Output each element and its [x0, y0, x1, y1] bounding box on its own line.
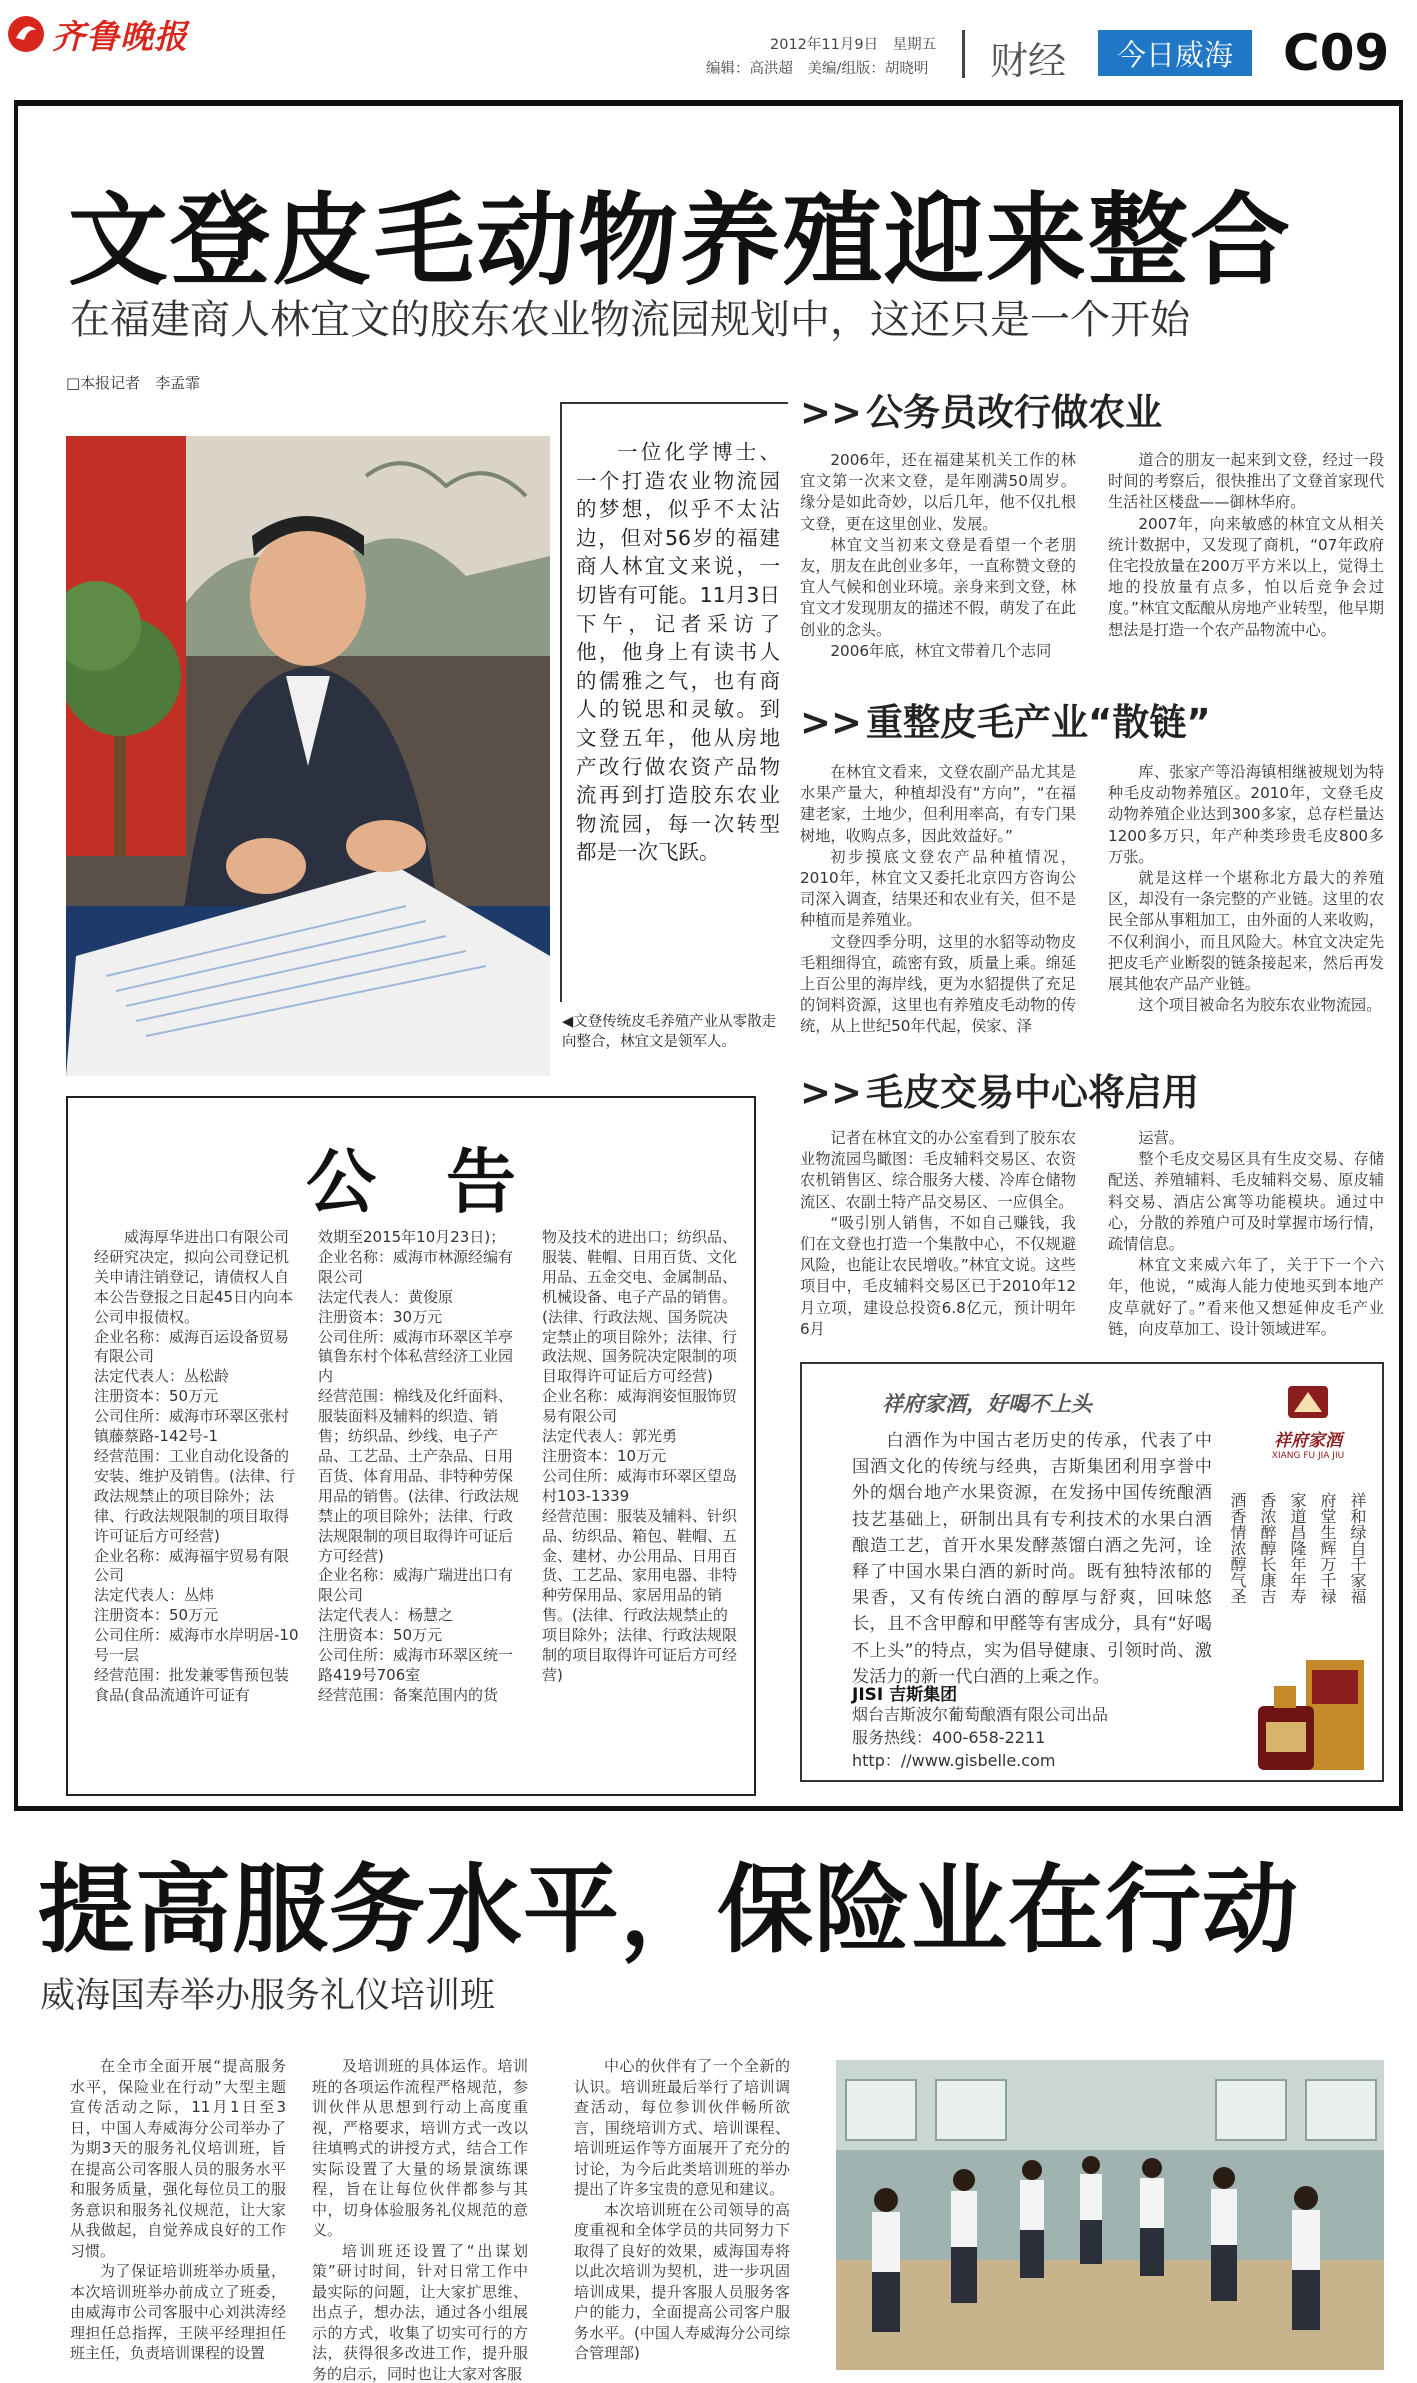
- paragraph: 2006年，还在福建某机关工作的林宜文第一次来文登，是年刚满50周岁。缘分是如此奇妙，以后几年，他不仅扎根文登，更在这里创业、发展。: [800, 451, 1076, 533]
- photo-caption: ◀文登传统皮毛养殖产业从零散走向整合，林宜文是领军人。: [562, 1014, 777, 1050]
- story2-col2: [312, 2056, 528, 2383]
- announcement-box: [66, 1096, 756, 1796]
- portrait-illustration: [66, 436, 550, 1076]
- paragraph: 记者在林宜文的办公室看到了胶东农业物流园鸟瞰图：毛皮辅料交易区、农资农机销售区、综合服务大楼、冷库仓储物流区、农副土特产品交易区、一应俱全。: [800, 1129, 1076, 1211]
- paragraph: 整个毛皮交易区具有生皮交易、存储配送、养殖辅料、毛皮辅料交易、原皮辅料交易、酒店公寓等功能模块。通过中心，分散的养殖户可及时掌握市场行情，疏情信息。: [1108, 1150, 1384, 1254]
- story1-lead: 一位化学博士、一个打造农业物流园的梦想，似乎不太沾边，但对56岁的福建商人林宜文来说，一切皆有可能。11月3日下午，记者采访了他，他身上有读书人的儒雅之气，也有商人的锐思和灵敏。到文登五年，他从房地产改行做农资产品物流再到打造胶东农业物流园，每一次转型都是一次飞跃。: [576, 440, 780, 865]
- paragraph: 就是这样一个堪称北方最大的养殖区，却没有一条完整的产业链。这里的农民全部从事粗加工，由外面的人来收购，不仅利润小，而且风险大。林宜文决定先把皮毛产业断裂的链条接起来，然后再发展其他农产品产业链。: [1108, 869, 1384, 994]
- masthead-divider: [962, 30, 965, 78]
- paragraph: 培训班还设置了“出谋划策”研讨时间，针对日常工作中最实际的问题，让大家扩思维、出点子，想办法，通过各小组展示的方式，收集了切实可行的方法，获得很多改进工作，提升服务的启示，同时也让大家对客服: [312, 2241, 528, 2383]
- brand-name: 祥府家酒: [1274, 1431, 1342, 1451]
- brand-seal-icon: [1286, 1382, 1330, 1422]
- training-illustration: [836, 2060, 1384, 2370]
- editors-line: 编辑：高洪超 美编/组版：胡晓明: [706, 61, 929, 77]
- story1-subheadline: 在福建商人林宜文的胶东农业物流园规划中，这还只是一个开始: [70, 297, 1190, 343]
- liquor-bottle: [1240, 1656, 1376, 1774]
- liquor-box-icon: [1240, 1656, 1376, 1774]
- newspaper-logo[interactable]: [6, 12, 226, 56]
- logo-text: 齐鲁晚报: [52, 16, 188, 56]
- paragraph: 及培训班的具体运作。培训班的各项运作流程严格规范，参训伙伴从思想到行动上高度重视，严格要求，培训方式一改以往填鸭式的讲授方式，结合工作实际设置了大量的场景演练课程，旨在让每位伙伴都参与其中，切身体验服务礼仪规范的意义。: [312, 2057, 528, 2239]
- lead-box: [560, 402, 788, 1002]
- top-rule: [14, 100, 1403, 106]
- paragraph: 本次培训班在公司领导的高度重视和全体学员的共同努力下取得了良好的效果，威海国寿将以此次培训为契机，进一步巩固培训成果，提升客服人员服务客户的能力，全面提高公司客户服务水平。(中国人寿威海分公司综合管理部): [574, 2200, 790, 2362]
- story1-byline: □本报记者 李孟霏: [66, 374, 201, 392]
- frame-right: [1399, 100, 1403, 1810]
- story2-headline: 提高服务水平，保险业在行动: [38, 1854, 1299, 1966]
- ad-website[interactable]: http：//www.gisbelle.com: [852, 1751, 1056, 1770]
- section2-col2: [1108, 762, 1384, 1016]
- paragraph: 初步摸底文登农产品种植情况，2010年，林宜文又委托北京四方咨询公司深入调查，结果还和农业有关，但不是种植而是养殖业。: [800, 847, 1076, 930]
- paragraph: 这个项目被命名为胶东农业物流园。: [1138, 996, 1382, 1015]
- company-logo-text: JISI 吉斯集团: [852, 1685, 958, 1705]
- date-line: 2012年11月9日 星期五: [770, 37, 937, 53]
- paragraph: 运营。: [1138, 1129, 1184, 1147]
- paragraph: 2007年，向来敏感的林宜文从相关统计数据中，又发现了商机，“07年政府住宅投放量在200万平方米以上，觉得土地的投放量有点多，怕以后竞争会过度。”林宜文酝酿从房地产业转型，他早期想法是打造一个农产品物流中心。: [1108, 514, 1384, 639]
- paragraph: 林宜文当初来文登是看望一个老朋友，朋友在此创业多年，一直称赞文登的宜人气候和创业环境。亲身来到文登，林宜文才发现朋友的描述不假，萌发了在此创业的念头。: [800, 535, 1076, 639]
- poem-column: 酒香情浓醇气圣: [1228, 1492, 1247, 1604]
- poem-column: 香浓醉醇长康吉: [1258, 1492, 1277, 1604]
- ad-brand-logo: [1248, 1382, 1368, 1482]
- edition-badge: [1098, 30, 1252, 76]
- paragraph: 中心的伙伴有了一个全新的认识。培训班最后举行了培训调查活动，每位参训伙伴畅所欲言，围绕培训方式、培训课程、培训班运作等方面展开了充分的讨论，为今后此类培训班的举办提出了许多宝贵的意见和建议。: [574, 2057, 790, 2198]
- section1-col1: [800, 450, 1076, 662]
- paragraph: 林宜文来威六年了，关于下一个六年，他说，“威海人能力使地买到本地产皮草就好了。”看来他又想延伸皮毛产业链，向皮草加工、设计领域进军。: [1108, 1256, 1384, 1338]
- paragraph: 文登四季分明，这里的水貂等动物皮毛粗细得宜，疏密有致，质量上乘。绵延上百公里的海岸线，更为水貂提供了充足的饲料资源，这里也有养殖皮毛动物的传统，从上世纪50年代起，侯家、泽: [800, 932, 1076, 1036]
- paragraph: 道合的朋友一起来到文登，经过一段时间的考察后，很快推出了文登首家现代生活社区楼盘——御林华府。: [1108, 451, 1384, 512]
- paragraph: 为了保证培训班举办质量，本次培训班举办前成立了班委，由威海市公司客服中心刘洪涛经理担任总指挥，王陕平经理担任班主任，负责培训课程的设置: [70, 2262, 286, 2362]
- section3-title: >> 毛皮交易中心将启用: [800, 1062, 1199, 1116]
- story2-subheadline: 威海国寿举办服务礼仪培训班: [40, 1976, 496, 2016]
- ad-body: 白酒作为中国古老历史的传承，代表了中国酒文化的传统与经典，吉斯集团利用享誉中外的烟台地产水果资源，在发扬中国传统酿酒技艺基础上，研制出具有专利技术的水果白酒酿造工艺，首开水果发酵蒸馏白酒之先河，诠释了中国水果白酒的新时尚。既有独特浓郁的果香，又有传统白酒的醇厚与舒爽，回味悠长，且不含甲醇和甲醛等有害成分，具有“好喝不上头”的特点，实为倡导健康、引领时尚、激发活力的新一代白酒的上乘之作。: [852, 1431, 1212, 1687]
- section1-col2: [1108, 450, 1384, 641]
- section2-title: >> 重整皮毛产业“散链”: [800, 692, 1211, 746]
- page-number: C09: [1283, 24, 1390, 82]
- paragraph: 库、张家产等沿海镇相继被规划为特种毛皮动物养殖区。2010年，文登毛皮动物养殖企业达到300多家，总存栏量达1200多万只，年产种类珍贵毛皮800多万张。: [1108, 763, 1384, 866]
- liquor-ad[interactable]: [800, 1362, 1384, 1782]
- poem-column: 祥和绿自千家福: [1348, 1492, 1367, 1604]
- frame-left: [14, 100, 18, 1810]
- ad-slogan: 祥府家酒，好喝不上头: [882, 1391, 1092, 1416]
- announcement-col3: 物及技术的进出口；纺织品、服装、鞋帽、日用百货、文化用品、五金交电、金属制品、机械设备、电子产品的销售。(法律、行政法规、国务院决定禁止的项目除外；法律、行政法规、国务院决定限制的项目取得许可证后方可经营) 企业名称：威海润姿恒服饰贸易有限公司 法定代表人：郭光勇 注册资本：10万元 公司住所：威海市环翠区望岛村103-1339 经营范围：服装及辅料、针织品、纺织品、箱包、鞋帽、五金、建材、办公用品、日用百货、工艺品、家用电器、非特种劳保用品、家居用品的销售。(法律、行政法规禁止的项目除外；法律、行政法规限制的项目取得许可证后方可经营): [542, 1228, 738, 1684]
- announcement-title: 公 告: [306, 1141, 516, 1223]
- ad-hotline: 服务热线：400-658-2211: [852, 1728, 1046, 1747]
- edition-name: 今日威海: [1116, 37, 1233, 72]
- logo-emblem-icon: [6, 14, 46, 54]
- training-photo: [836, 2060, 1384, 2370]
- paragraph: 在全市全面开展“提高服务水平，保险业在行动”大型主题宣传活动之际，11月1日至3日，中国人寿威海分公司举办了为期3天的服务礼仪培训班，旨在提高公司客服人员的服务水平和服务质量，强化每位员工的服务意识和服务礼仪规范，让大家从我做起，自觉养成良好的工作习惯。: [70, 2057, 286, 2260]
- paragraph: 在林宜文看来，文登农副产品尤其是水果产量大，种植却没有“方向”，“在福建老家，土地少，但利用率高，有专门果树地，收购点多，因此效益好。”: [800, 763, 1076, 845]
- story2-col1: [70, 2056, 286, 2364]
- paragraph: “吸引别人销售，不如自己赚钱，我们在文登也打造一个集散中心，不仅规避风险，也能让农民增收。”林宜文说。这些项目中，毛皮辅料交易区已于2010年12月立项，建设总投资6.8亿元，预计明年6月: [800, 1213, 1076, 1338]
- section-name: 财经: [990, 39, 1067, 83]
- story1-headline: 文登皮毛动物养殖迎来整合: [68, 182, 1292, 299]
- story1-photo: [66, 436, 550, 1076]
- frame-bottom: [14, 1806, 1403, 1811]
- story2-col3: [574, 2056, 790, 2364]
- poem-column: 家道昌隆年年寿: [1288, 1492, 1307, 1604]
- brand-pinyin: XIANG FU JIA JIU: [1271, 1451, 1345, 1461]
- masthead: [0, 0, 1417, 92]
- section3-col1: [800, 1128, 1076, 1340]
- section2-col1: [800, 762, 1076, 1038]
- ad-company: 烟台吉斯波尔葡萄酿酒有限公司出品: [852, 1705, 1109, 1724]
- paragraph: 2006年底，林宜文带着几个志同: [830, 641, 1052, 660]
- announcement-col1: 威海厚华进出口有限公司经研究决定，拟向公司登记机关申请注销登记，请债权人自本公告登报之日起45日内向本公司申报债权。 企业名称：威海百运设备贸易有限公司 法定代表人：丛松龄 注册资本：50万元 公司住所：威海市环翠区张村镇藤蔡路-142号-1 经营范围：工业自动化设备的安装、维护及销售。(法律、行政法规禁止的项目除外；法律、行政法规限制的项目取得许可证后方可经营) 企业名称：威海福宇贸易有限公司 法定代表人：丛炜 注册资本：50万元 公司住所：威海市水岸明居-10号一层 经营范围：批发兼零售预包装食品(食品流通许可证有: [94, 1228, 299, 1704]
- section3-col2: [1108, 1128, 1384, 1340]
- poem-column: 府堂生辉万千禄: [1318, 1492, 1337, 1604]
- ad-poem: [1220, 1492, 1370, 1662]
- section1-title: >> 公务员改行做农业: [800, 382, 1162, 436]
- announcement-col2: 效期至2015年10月23日)； 企业名称：威海市林源经编有限公司 法定代表人：黄俊原 注册资本：30万元 公司住所：威海市环翠区羊亭镇鲁东村个体私营经济工业园内 经营范围：棉线及化纤面料、服装面料及辅料的织造、销售；纺织品、纱线、电子产品、工艺品、土产杂品、日用百货、体育用品、非特种劳保用品的销售。(法律、行政法规禁止的项目除外；法律、行政法规限制的项目取得许可证后方可经营) 企业名称：威海广瑞进出口有限公司 法定代表人：杨慧之 注册资本：50万元 公司住所：威海市环翠区统一路419号706室 经营范围：备案范围内的货: [318, 1228, 519, 1704]
